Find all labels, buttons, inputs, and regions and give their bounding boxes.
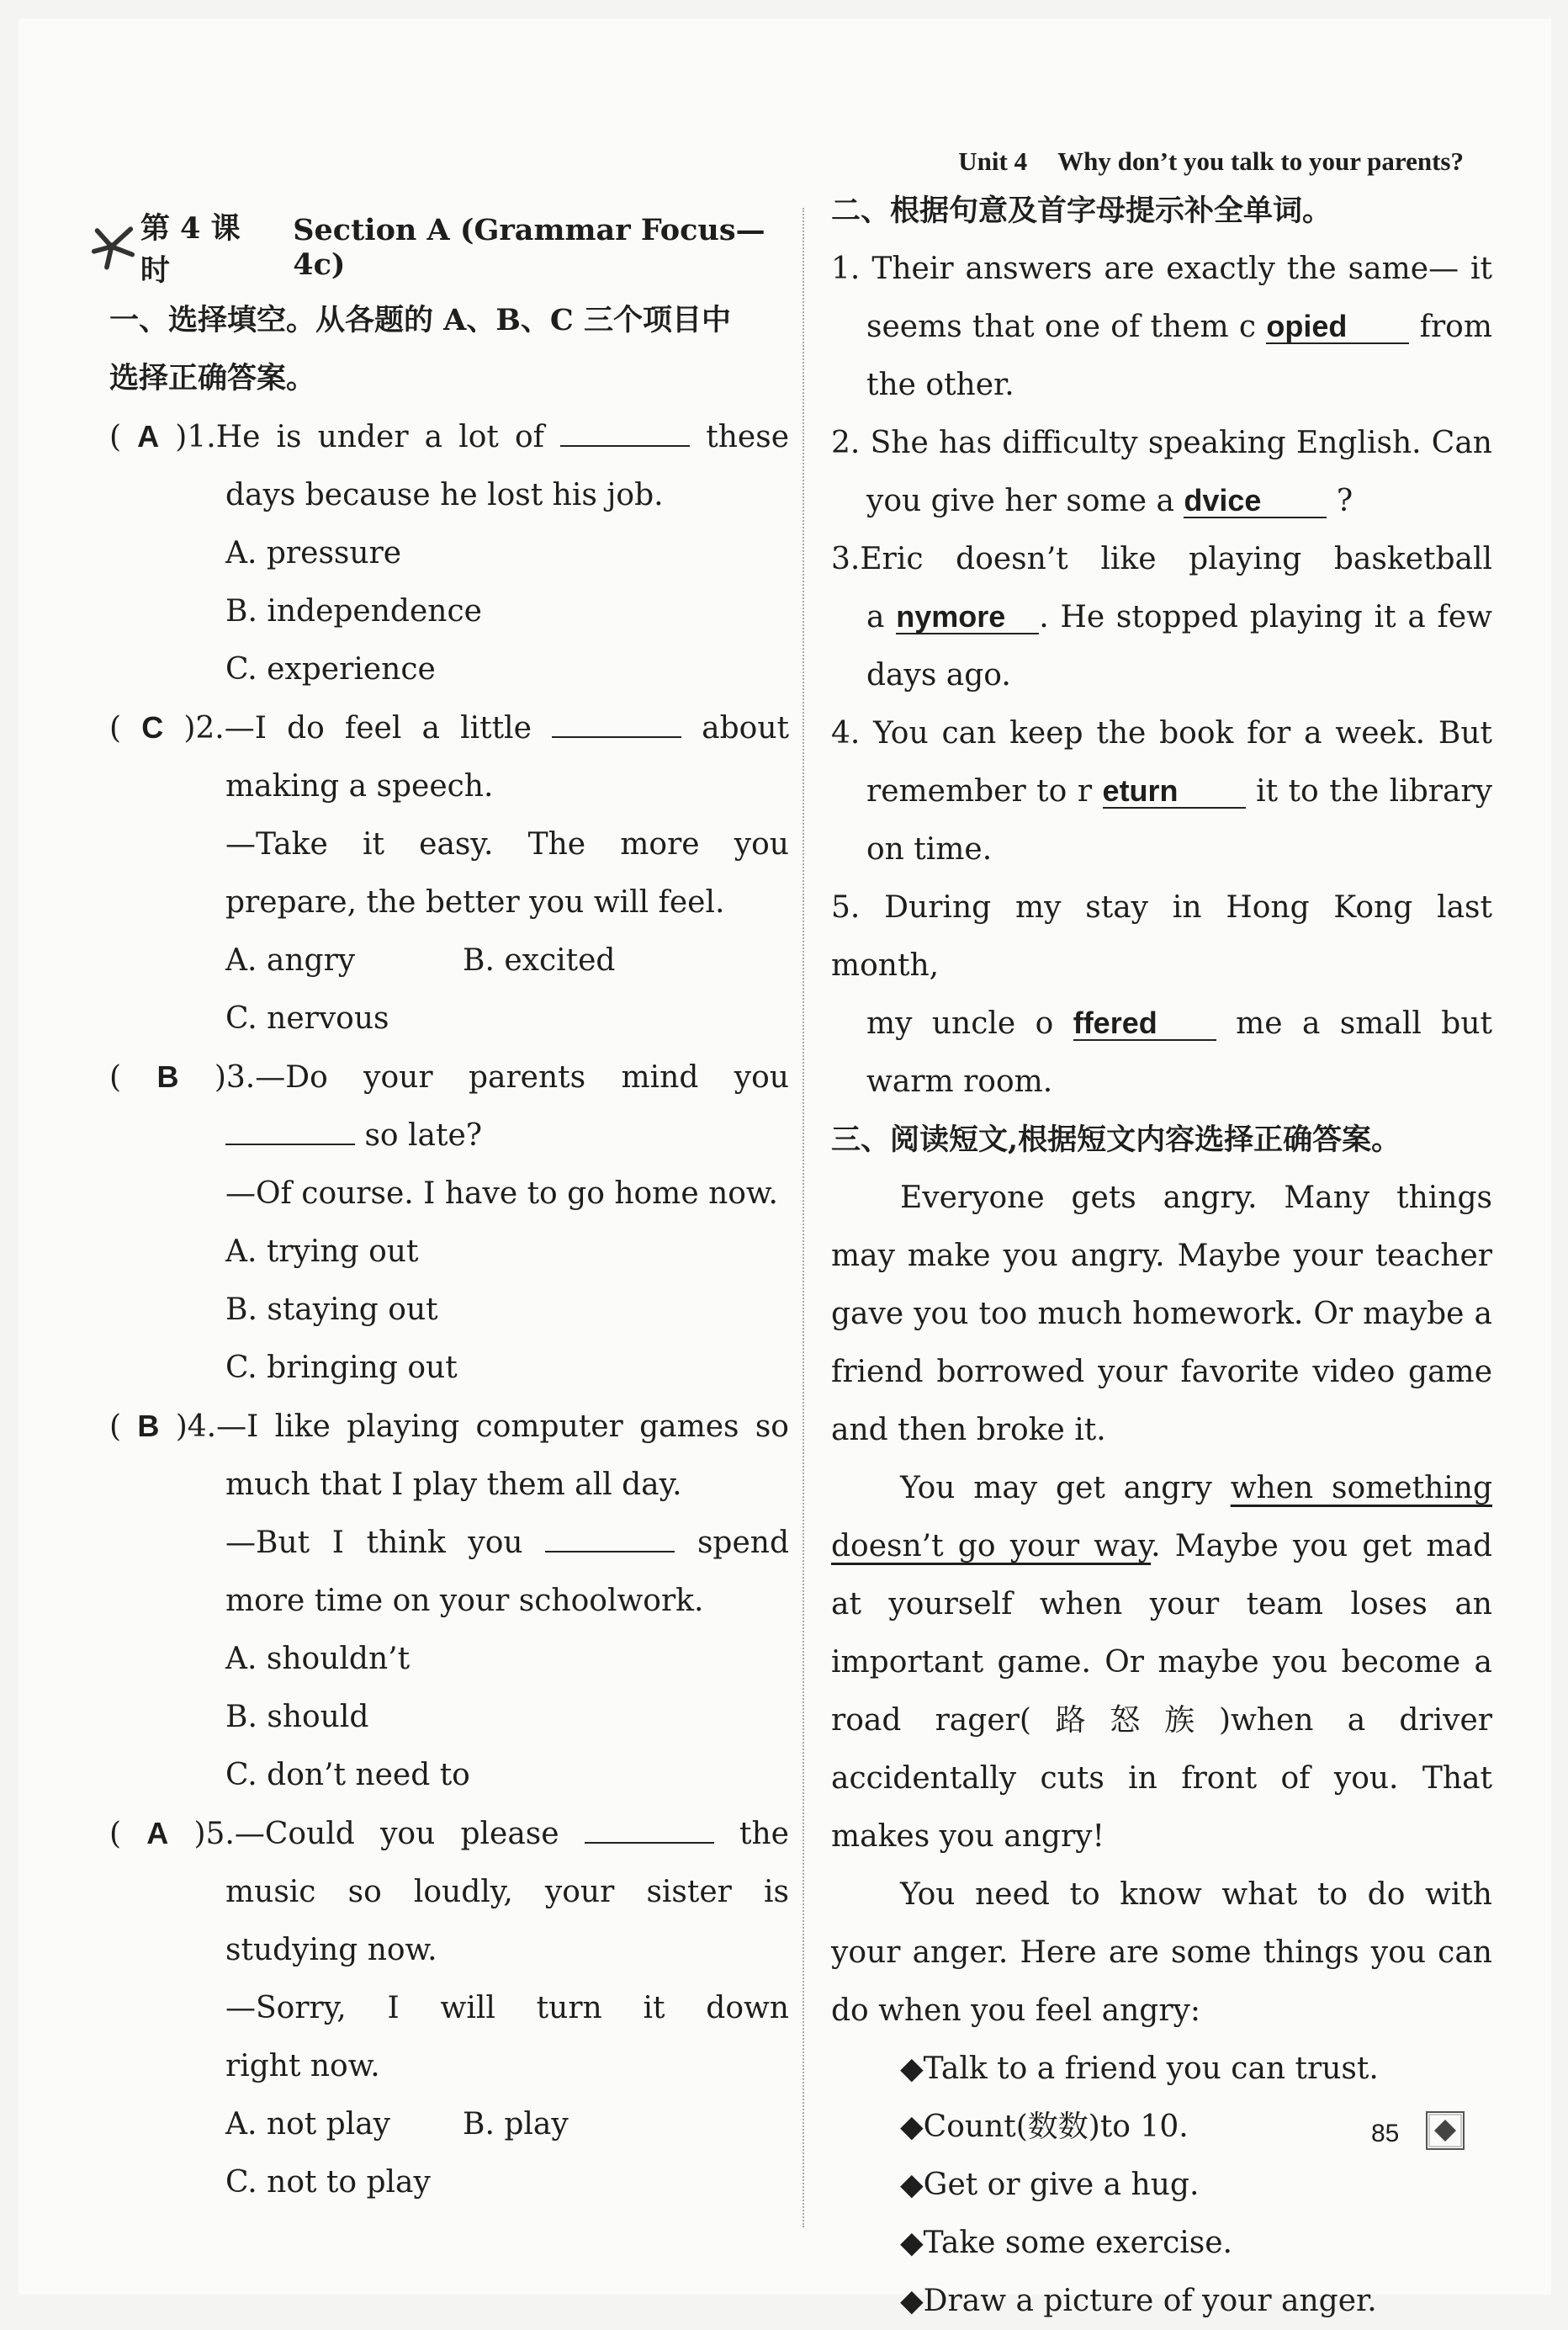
question-stem: —Sorry, I will turn it down: [225, 1991, 789, 2025]
lesson-number: 第 4 课时: [140, 211, 241, 288]
item-text: on time.: [866, 832, 993, 867]
question-stem: He is under a lot of: [215, 420, 545, 454]
option-a: A. shouldn’t: [225, 1642, 411, 1676]
passage-paragraph-1: Everyone gets angry. Many things may make you angry. Maybe your teacher gave you too much homework. Or maybe a friend borrowed your favorite video game and then broke it.: [831, 1181, 1492, 1447]
option-b: B. excited: [463, 943, 616, 978]
filled-answer: opied: [1266, 310, 1409, 344]
option-a: A. not play: [225, 2107, 391, 2142]
diamond-corner-icon: [1425, 2110, 1465, 2151]
question-number: 2.: [195, 711, 225, 746]
question-stem: —Of course. I have to go home now.: [225, 1176, 778, 1211]
item-text: the other.: [866, 368, 1014, 402]
option-b: B. play: [463, 2107, 569, 2142]
question-3: [109, 1048, 789, 1397]
option-row: [109, 2095, 789, 2153]
item-number: 2.: [831, 426, 861, 460]
question-line: ( C )2.—I do feel a little about: [109, 710, 790, 746]
paragraph-text: You may get angry: [900, 1471, 1212, 1505]
item-text: my uncle o: [866, 1006, 1054, 1041]
part1-title: [109, 291, 789, 407]
question-2: [109, 698, 789, 1048]
question-stem: —But I think you: [225, 1526, 523, 1560]
paragraph-text: . Maybe you get mad at yourself when your team loses an important game. Or maybe you become a road rager(路怒族)when a driver accidentally cuts in front of you. That makes you angry!: [831, 1529, 1492, 1854]
fill-line: [831, 298, 1492, 356]
option-a: A. trying out: [225, 1234, 419, 1269]
option-c: C. don’t need to: [225, 1758, 470, 1792]
answer-blank: [225, 1118, 355, 1145]
question-stem: days because he lost his job.: [225, 478, 664, 512]
question-stem: prepare, the better you will feel.: [225, 885, 725, 920]
fill-item-2: [831, 414, 1492, 530]
question-stem: —Do your parents mind you: [255, 1060, 789, 1095]
item-text: me a small but: [1236, 1006, 1492, 1041]
fill-item-1: [831, 240, 1492, 414]
option-a: A. angry: [225, 943, 356, 978]
tip-item: ◆Count(数数)to 10.: [900, 2110, 1189, 2144]
question-stem: —I like playing computer games so: [216, 1409, 789, 1444]
tip-item: ◆Draw a picture of your anger.: [900, 2284, 1377, 2318]
answer-mark: B: [137, 1409, 160, 1443]
item-number: 3.: [831, 542, 861, 576]
option-row: [109, 931, 789, 990]
tip-item: ◆Get or give a hug.: [900, 2168, 1200, 2202]
item-text: seems that one of them c: [866, 310, 1257, 344]
question-line: ( B )3.—Do your parents mind you: [109, 1059, 789, 1095]
underlined-phrase: when something doesn’t go your way: [831, 1471, 1492, 1563]
answer-mark: A: [146, 1816, 169, 1850]
question-number: 4.: [187, 1409, 217, 1444]
lesson-section: Section A (Grammar Focus—4c): [293, 213, 765, 282]
question-line: [109, 1107, 789, 1165]
question-number: 5.: [205, 1817, 235, 1851]
question-stem: spend: [697, 1526, 789, 1560]
right-column: [831, 182, 1492, 2330]
question-stem: making a speech.: [225, 769, 494, 804]
question-stem: these: [706, 420, 790, 454]
item-number: 1.: [831, 252, 861, 286]
question-number: 1.: [187, 420, 216, 454]
item-text: You can keep the book for a week. But: [873, 716, 1492, 751]
part3-title: 三、阅读短文,根据短文内容选择正确答案。: [831, 1123, 1401, 1157]
fill-line: [831, 704, 1492, 762]
question-4: [109, 1397, 789, 1804]
fill-item-5: [831, 878, 1492, 1111]
question-stem: right now.: [225, 2049, 380, 2083]
item-text: days ago.: [866, 658, 1011, 693]
page-number: 85: [1371, 2120, 1400, 2147]
question-stem: about: [702, 711, 790, 746]
fill-item-4: [831, 704, 1492, 878]
item-number: 4.: [831, 716, 861, 751]
column-divider: [803, 208, 804, 2227]
question-5: [109, 1804, 789, 2211]
question-stem: music so loudly, your sister is: [225, 1875, 789, 1909]
tip-item: ◆Take some exercise.: [900, 2226, 1232, 2260]
question-stem: —Could you please: [234, 1817, 559, 1851]
unit-label: Unit 4: [958, 146, 1028, 176]
answer-blank: [585, 1817, 714, 1844]
left-column: [109, 204, 789, 2211]
fill-line: [831, 995, 1492, 1053]
fill-line: [831, 878, 1492, 995]
worksheet-page: [19, 19, 1551, 2318]
question-stem: —I do feel a little: [224, 711, 532, 746]
answer-mark: C: [141, 710, 164, 745]
option-a: A. pressure: [225, 536, 402, 571]
option-b: B. independence: [225, 594, 482, 629]
lesson-mark-icon: [91, 221, 137, 273]
option-b: B. should: [225, 1700, 369, 1734]
fill-line: [831, 240, 1492, 298]
part2-title: 二、根据句意及首字母提示补全单词。: [831, 194, 1332, 228]
fill-line: [831, 472, 1492, 530]
option-c: C. bringing out: [225, 1351, 458, 1385]
item-text: remember to r: [866, 774, 1093, 809]
option-c: C. nervous: [225, 1001, 389, 1036]
tip-item: ◆Talk to a friend you can trust.: [900, 2051, 1379, 2086]
answer-blank: [552, 711, 681, 738]
item-text: . He stopped playing it a few: [1039, 600, 1492, 634]
answer-blank: [560, 420, 690, 447]
option-c: C. experience: [225, 652, 436, 687]
question-line: [109, 1514, 789, 1572]
question-line: ( B )4.—I like playing computer games so: [109, 1409, 789, 1444]
item-text: During my stay in Hong Kong last month,: [831, 890, 1492, 983]
fill-line: [831, 414, 1492, 472]
item-text: you give her some a: [866, 484, 1174, 518]
question-line: ( A )1.He is under a lot of these: [109, 419, 790, 454]
question-stem: so late?: [364, 1118, 483, 1153]
question-1: [109, 407, 789, 698]
answer-blank: [545, 1526, 675, 1552]
item-text: warm room.: [866, 1064, 1053, 1099]
filled-answer: eturn: [1103, 775, 1246, 809]
fill-line: [831, 530, 1492, 588]
question-line: ( A )5.—Could you please the: [109, 1816, 789, 1851]
filled-answer: dvice: [1184, 485, 1327, 518]
part1-title-line2: 选择正确答案。: [109, 361, 316, 395]
filled-answer: nymore: [896, 601, 1039, 634]
question-stem: the: [739, 1817, 789, 1851]
question-stem: studying now.: [225, 1933, 437, 1967]
item-text: Their answers are exactly the same— it: [871, 252, 1492, 286]
running-head: [958, 146, 1464, 177]
item-text: a: [866, 600, 885, 634]
fill-line: [831, 588, 1492, 646]
answer-mark: A: [137, 419, 160, 454]
passage-paragraph-3: You need to know what to do with your anger. Here are some things you can do when you feel angry:: [831, 1877, 1492, 2028]
question-stem: —Take it easy. The more you: [225, 827, 789, 862]
answer-mark: B: [156, 1059, 179, 1094]
option-c: C. not to play: [225, 2165, 431, 2200]
item-text: ?: [1336, 484, 1353, 518]
item-text: it to the library: [1256, 774, 1492, 809]
option-b: B. staying out: [225, 1292, 438, 1327]
question-stem: more time on your schoolwork.: [225, 1584, 704, 1618]
item-text: from: [1419, 310, 1492, 344]
fill-line: [831, 762, 1492, 820]
filled-answer: ffered: [1073, 1007, 1216, 1041]
question-stem: much that I play them all day.: [225, 1468, 682, 1502]
item-number: 5.: [831, 890, 861, 925]
unit-title: Why don’t you talk to your parents?: [1057, 146, 1464, 176]
fill-item-3: [831, 530, 1492, 704]
item-text: Eric doesn’t like playing basketball: [860, 542, 1492, 576]
item-text: She has difficulty speaking English. Can: [870, 426, 1492, 460]
part1-title-line1: 一、选择填空。从各题的 A、B、C 三个项目中: [109, 303, 731, 337]
passage-paragraph-2: [831, 1459, 1492, 1866]
question-number: 3.: [225, 1060, 256, 1095]
lesson-title: [109, 204, 789, 291]
